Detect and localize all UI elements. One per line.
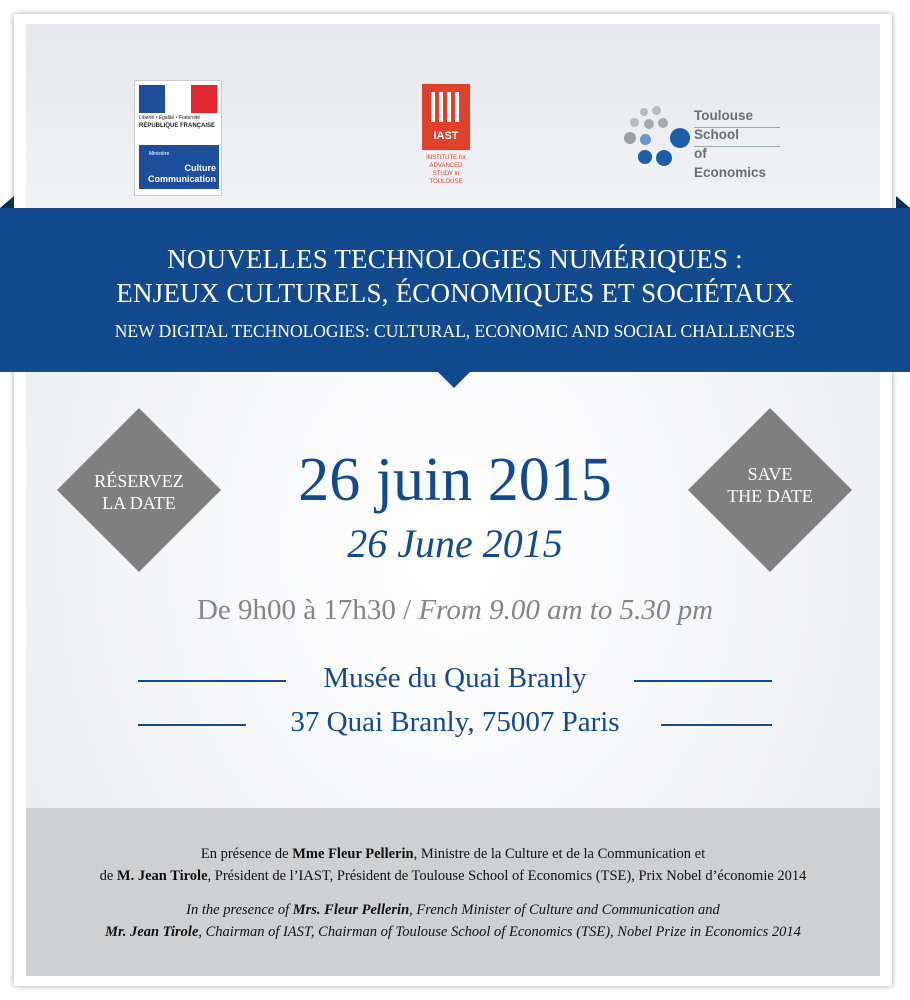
communication-label: Communication <box>147 174 216 184</box>
reservez-line1: RÉSERVEZ <box>94 471 184 491</box>
title-banner <box>0 208 910 372</box>
footer-en-line2 <box>26 924 880 941</box>
iast-label: IAST <box>433 130 459 142</box>
iast-sub-line4: TOULOUSE <box>429 179 463 185</box>
event-date-en: 26 June 2015 <box>347 521 563 566</box>
event-hours-en: From 9.00 am to 5.30 pm <box>418 594 714 626</box>
iast-subtitle <box>420 154 472 186</box>
save-line2: THE DATE <box>727 486 813 506</box>
footer-en-b: Mrs. Fleur Pellerin <box>292 902 410 918</box>
footer-fr-a: En présence de <box>200 846 293 862</box>
banner-fold-right <box>896 196 910 208</box>
tse-line3: of Economics <box>694 146 767 180</box>
event-date-fr: 26 juin 2015 <box>298 446 612 514</box>
iast-sub-line3: STUDY in <box>432 171 460 177</box>
culture-label: Culture <box>184 163 216 173</box>
event-address: 37 Quai Branly, 75007 Paris <box>290 706 620 738</box>
title-fr-line1: NOUVELLES TECHNOLOGIES NUMÉRIQUES : <box>167 244 743 274</box>
footer-fr-d: de <box>99 868 117 884</box>
footer-fr-e: M. Jean Tirole <box>116 868 208 884</box>
title-en: NEW DIGITAL TECHNOLOGIES: CULTURAL, ECONOMIC AND SOCIAL CHALLENGES <box>114 321 796 341</box>
title-fr-line2: ENJEUX CULTURELS, ÉCONOMIQUES ET SOCIÉTAUX <box>116 278 794 308</box>
logo-strip <box>26 24 880 210</box>
venue-rule-right <box>634 680 772 682</box>
tse-wordmark <box>694 106 782 182</box>
banner-pointer <box>437 371 471 388</box>
ministere-label: Ministère <box>149 151 170 157</box>
republic-motto: Liberté • Égalité • Fraternité <box>139 115 201 121</box>
event-hours-fr: De 9h00 à 17h30 / <box>196 594 412 626</box>
tse-line2: School <box>694 127 740 142</box>
french-flag-icon <box>139 85 217 113</box>
iast-red-box <box>422 84 470 150</box>
iast-sub-line1: INSTITUTE for <box>426 155 466 161</box>
ministere-blue-block <box>139 145 219 189</box>
save-line1: SAVE <box>747 464 793 484</box>
footer-en-c: , French Minister of Culture and Communication and <box>409 902 720 918</box>
republique-francaise-label: RÉPUBLIQUE FRANÇAISE <box>139 123 216 129</box>
address-rule-right <box>661 724 772 726</box>
footer-fr-f: , Président de l’IAST, Président de Toulouse School of Economics (TSE), Prix Nobel d’économie 2014 <box>207 868 807 884</box>
presence-footer <box>26 808 880 976</box>
footer-en-a: In the presence of <box>186 902 293 918</box>
iast-columns-icon <box>431 92 461 122</box>
footer-fr-c: , Ministre de la Culture et de la Communication et <box>413 846 706 862</box>
footer-fr-b: Mme Fleur Pellerin <box>292 846 414 862</box>
footer-en-e: , Chairman of IAST, Chairman of Toulouse School of Economics (TSE), Nobel Prize in Economics 2014 <box>198 924 801 940</box>
tse-line1: Toulouse <box>694 108 753 123</box>
banner-fold-left <box>0 196 14 208</box>
tse-logo <box>622 106 782 180</box>
footer-en-line1 <box>26 902 880 919</box>
iast-logo <box>422 84 472 194</box>
iast-sub-line2: ADVANCED <box>429 163 463 169</box>
footer-fr-line1 <box>26 846 880 863</box>
footer-fr-line2 <box>26 868 880 885</box>
reservez-line2: LA DATE <box>102 493 176 513</box>
event-venue: Musée du Quai Branly <box>323 662 587 694</box>
ministere-culture-logo <box>134 80 222 196</box>
footer-en-d: Mr. Jean Tirole <box>105 924 199 940</box>
event-hours <box>0 594 910 627</box>
